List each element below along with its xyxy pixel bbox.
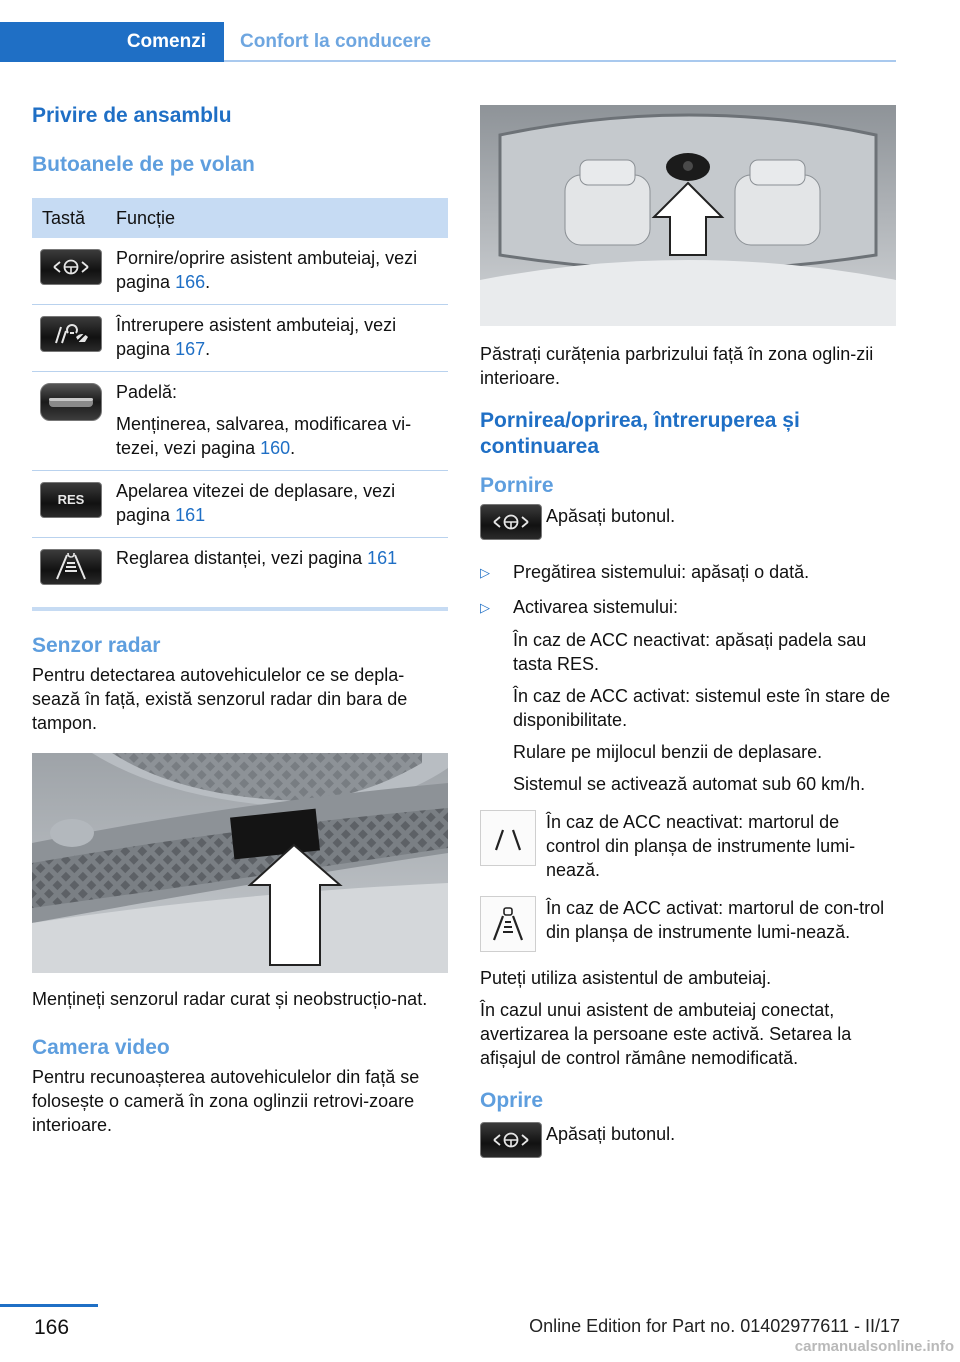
triangle-bullet-icon: ▷ [480, 600, 490, 615]
table-end-rule [32, 607, 448, 611]
activation-line: În caz de ACC activat: sistemul este în stare de disponibilitate. [513, 686, 891, 730]
page-link[interactable]: 161 [175, 505, 206, 525]
table-row [32, 305, 448, 372]
stop-instruction [480, 1122, 896, 1158]
list-item-text: Pregătirea sistemului: apăsați o dată. [513, 562, 810, 582]
table-row [32, 538, 448, 596]
table-cell [116, 372, 448, 471]
distance-icon [40, 549, 102, 585]
table-header [32, 198, 448, 238]
lamp-active-note [480, 896, 896, 952]
col-header-function: Funcție [116, 198, 448, 238]
footer-rule [0, 1304, 98, 1307]
start-heading: Pornire [480, 474, 554, 497]
lamp-active-text: În caz de ACC activat: martorul de con‐trol din planșa de instrumente lumi‐nează. [546, 898, 885, 942]
section-heading: Butoanele de pe volan [32, 153, 255, 176]
row-text: Reglarea distanței, vezi pagina [116, 548, 368, 568]
activation-line: În caz de ACC neactivat: apăsați padela sau tasta RES. [513, 630, 867, 674]
tab-confort[interactable] [224, 22, 431, 62]
row-text: Întrerupere asistent ambuteiaj, vezi pagina [116, 315, 397, 359]
tab-comenzi[interactable] [0, 22, 224, 62]
activation-line: Sistemul se activează automat sub 60 km/h. [513, 774, 866, 794]
camera-heading: Camera video [32, 1036, 170, 1059]
page-number: 166 [34, 1316, 70, 1339]
keys-table [32, 198, 448, 595]
res-label: RES [57, 492, 85, 507]
col-header-key: Tastă [32, 198, 116, 238]
res-icon [40, 482, 102, 518]
page-link[interactable]: 166 [175, 272, 206, 292]
row-text: Apelarea vitezei de deplasare, vezi pagina [116, 481, 396, 525]
row-suffix: . [205, 272, 211, 292]
windshield-camera-image [480, 105, 896, 326]
table-cell [116, 538, 448, 596]
assist-interrupt-icon [40, 316, 102, 352]
activation-line: Rulare pe mijlocul benzii de deplasare. [513, 742, 823, 762]
row-text: Menținerea, salvarea, modificarea vi‐tezei, vezi pagina [116, 414, 412, 458]
radar-caption: Mențineți senzorul radar curat și neobstrucțio‐nat. [32, 989, 428, 1009]
page-link[interactable]: 167 [175, 339, 206, 359]
paragraph: Puteți utiliza asistentul de ambuteiaj. [480, 968, 772, 988]
windshield-caption: Păstrați curățenia parbrizului față în zona oglin‐zii interioare. [480, 344, 874, 388]
lamp-inactive-note [480, 810, 896, 882]
page-link[interactable]: 160 [260, 438, 291, 458]
tab-label: Confort la conducere [240, 31, 432, 52]
stop-text: Apăsați butonul. [546, 1124, 676, 1144]
section-heading: Pornirea/oprirea, întreruperea și continuarea [480, 409, 800, 458]
row-text: Padelă: [116, 382, 178, 402]
table-cell [116, 238, 448, 305]
cruise-steering-icon [40, 249, 102, 285]
cruise-steering-icon [480, 1122, 542, 1158]
table-row [32, 372, 448, 471]
header-divider [224, 60, 896, 62]
lamp-inactive-text: În caz de ACC neactivat: martorul de control din planșa de instrumente lumi‐nează. [546, 812, 856, 880]
table-cell [116, 305, 448, 372]
edition-text: Online Edition for Part no. 01402977611 - II/17 [529, 1316, 900, 1336]
row-suffix: . [290, 438, 296, 458]
table-row [32, 238, 448, 305]
start-text: Apăsați butonul. [546, 506, 676, 526]
lane-lamp-inactive-icon [480, 810, 536, 866]
left-column [32, 96, 448, 1137]
row-suffix: . [205, 339, 211, 359]
list-item-text: Activarea sistemului: [513, 597, 679, 617]
table-cell [116, 471, 448, 538]
page-link[interactable]: 161 [367, 548, 398, 568]
paragraph: În cazul unui asistent de ambuteiaj conectat, avertizarea la persoane este activă. Setarea la afișajul de control rămâne nemodificată. [480, 1000, 852, 1068]
stop-heading: Oprire [480, 1089, 544, 1112]
list-item [480, 595, 896, 620]
watermark: carmanualsonline.info [794, 1338, 954, 1355]
list-item [480, 560, 896, 585]
table-row [32, 471, 448, 538]
tab-label: Comenzi [126, 31, 206, 52]
lane-lamp-active-icon [480, 896, 536, 952]
row-text: Pornire/oprire asistent ambuteiaj, vezi pagina [116, 248, 418, 292]
cruise-steering-icon [480, 504, 542, 540]
radar-sensor-image [32, 753, 448, 973]
radar-text: Pentru detectarea autovehiculelor ce se depla‐sează în față, există senzorul radar din bara de tampon. [32, 665, 408, 733]
paddle-icon [40, 383, 102, 421]
triangle-bullet-icon: ▷ [480, 565, 490, 580]
right-column [480, 105, 896, 1158]
camera-text: Pentru recunoașterea autovehiculelor din față se folosește o cameră în zona oglinzii retrovi‐zoare interioare. [32, 1067, 420, 1135]
radar-heading: Senzor radar [32, 634, 161, 657]
page-title: Privire de ansamblu [32, 104, 232, 127]
start-instruction [480, 504, 896, 540]
